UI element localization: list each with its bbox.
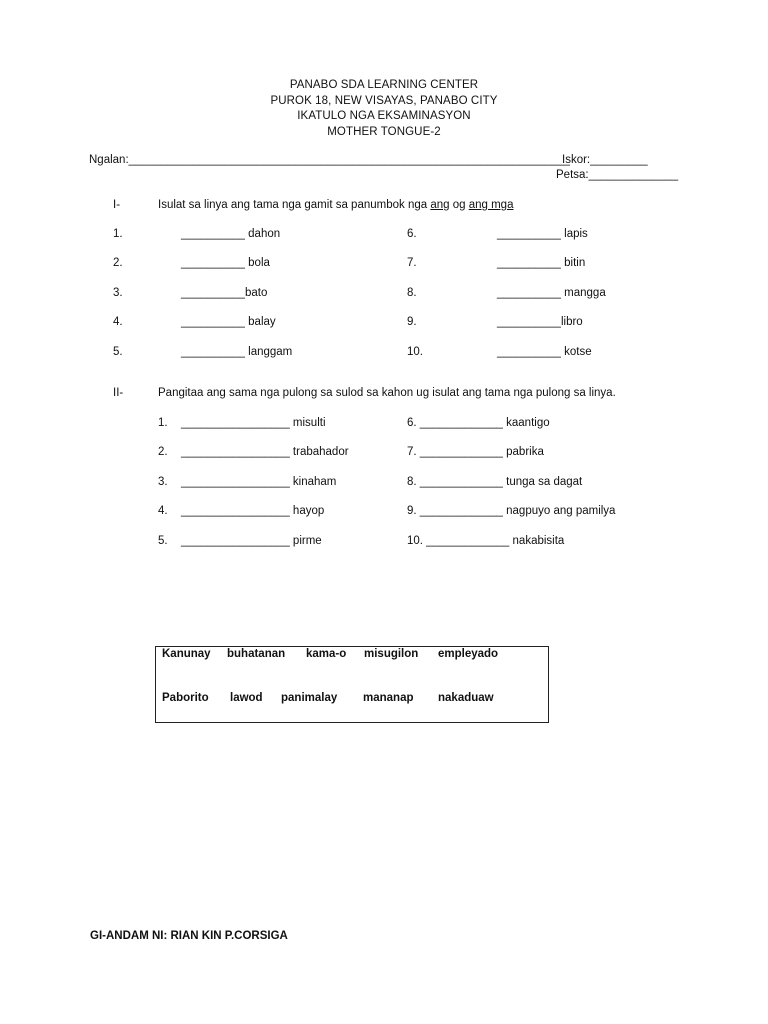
part2-item-answer[interactable]: 7. _____________ pabrika (407, 446, 544, 458)
part1-item-number: 8. (407, 287, 417, 299)
word-choice: Paborito (162, 692, 209, 704)
score-field[interactable]: Iskor:_________ (562, 154, 648, 166)
part1-item-answer[interactable]: __________ bitin (497, 257, 586, 269)
part1-item-answer[interactable]: __________ langgam (181, 346, 293, 358)
part1-ang: ang (430, 199, 450, 211)
word-choice: nakaduaw (438, 692, 494, 704)
part1-og: og (449, 199, 469, 211)
word-choice: mananap (363, 692, 414, 704)
part1-item-answer[interactable]: __________libro (497, 316, 583, 328)
part2-instruction: Pangitaa ang sama nga pulong sa sulod sa kahon ug isulat ang tama nga pulong sa linya. (158, 387, 616, 399)
part1-item-number: 6. (407, 228, 417, 240)
part1-ang-mga: ang mga (468, 199, 514, 211)
word-choice: buhatanan (227, 648, 286, 660)
part2-item-answer[interactable]: _________________ misulti (181, 417, 326, 429)
part1-item-answer[interactable]: __________ kotse (497, 346, 592, 358)
part1-item-number: 10. (407, 346, 423, 358)
part2-item-answer[interactable]: 6. _____________ kaantigo (407, 417, 550, 429)
part1-item-answer[interactable]: __________ dahon (181, 228, 281, 240)
part1-item-number: 9. (407, 316, 417, 328)
subject-title: MOTHER TONGUE-2 (327, 125, 441, 138)
part2-item-number: 5. (158, 535, 168, 547)
part1-item-answer[interactable]: __________ balay (181, 316, 276, 328)
part2-item-answer[interactable]: _________________ kinaham (181, 476, 337, 488)
word-choice: empleyado (438, 648, 499, 660)
part1-number: I- (113, 199, 121, 211)
part2-item-answer[interactable]: _________________ pirme (181, 535, 322, 547)
part2-item-number: 1. (158, 417, 168, 429)
part2-item-answer[interactable]: _________________ hayop (181, 505, 325, 517)
part2-item-number: 3. (158, 476, 168, 488)
part1-item-answer[interactable]: __________ mangga (497, 287, 606, 299)
part1-instruction (158, 198, 513, 212)
part2-item-answer[interactable]: 8. _____________ tunga sa dagat (407, 476, 583, 488)
word-choice: kama-o (306, 648, 347, 660)
name-field[interactable]: Ngalan:_____________________________________________________________________ (89, 154, 570, 166)
part2-number: II- (113, 387, 124, 399)
part1-item-number: 7. (407, 257, 417, 269)
part2-item-answer[interactable]: _________________ trabahador (181, 446, 349, 458)
word-choice: panimalay (281, 692, 338, 704)
document-header (0, 78, 768, 140)
part1-item-answer[interactable]: __________ lapis (497, 228, 588, 240)
part2-item-number: 2. (158, 446, 168, 458)
part1-instruction-text: Isulat sa linya ang tama nga gamit sa panumbok nga (158, 199, 431, 211)
part1-item-number: 4. (113, 316, 123, 328)
part1-item-number: 3. (113, 287, 123, 299)
prepared-by: GI-ANDAM NI: RIAN KIN P.CORSIGA (90, 930, 288, 942)
date-field[interactable]: Petsa:______________ (556, 169, 679, 181)
part2-item-number: 4. (158, 505, 168, 517)
school-name: PANABO SDA LEARNING CENTER (289, 79, 479, 91)
word-choice: lawod (230, 692, 263, 704)
part1-item-answer[interactable]: __________ bola (181, 257, 270, 269)
part1-item-number: 5. (113, 346, 123, 358)
part1-item-number: 1. (113, 228, 123, 240)
part2-item-answer[interactable]: 10. _____________ nakabisita (407, 535, 565, 547)
exam-title: IKATULO NGA EKSAMINASYON (297, 110, 471, 122)
part1-item-answer[interactable]: __________bato (181, 287, 268, 299)
part1-item-number: 2. (113, 257, 123, 269)
word-choice: Kanunay (162, 648, 211, 660)
school-address: PUROK 18, NEW VISAYAS, PANABO CITY (270, 94, 498, 107)
part2-item-answer[interactable]: 9. _____________ nagpuyo ang pamilya (407, 505, 616, 517)
word-choice: misugilon (364, 648, 419, 660)
word-choice-box (155, 646, 549, 723)
